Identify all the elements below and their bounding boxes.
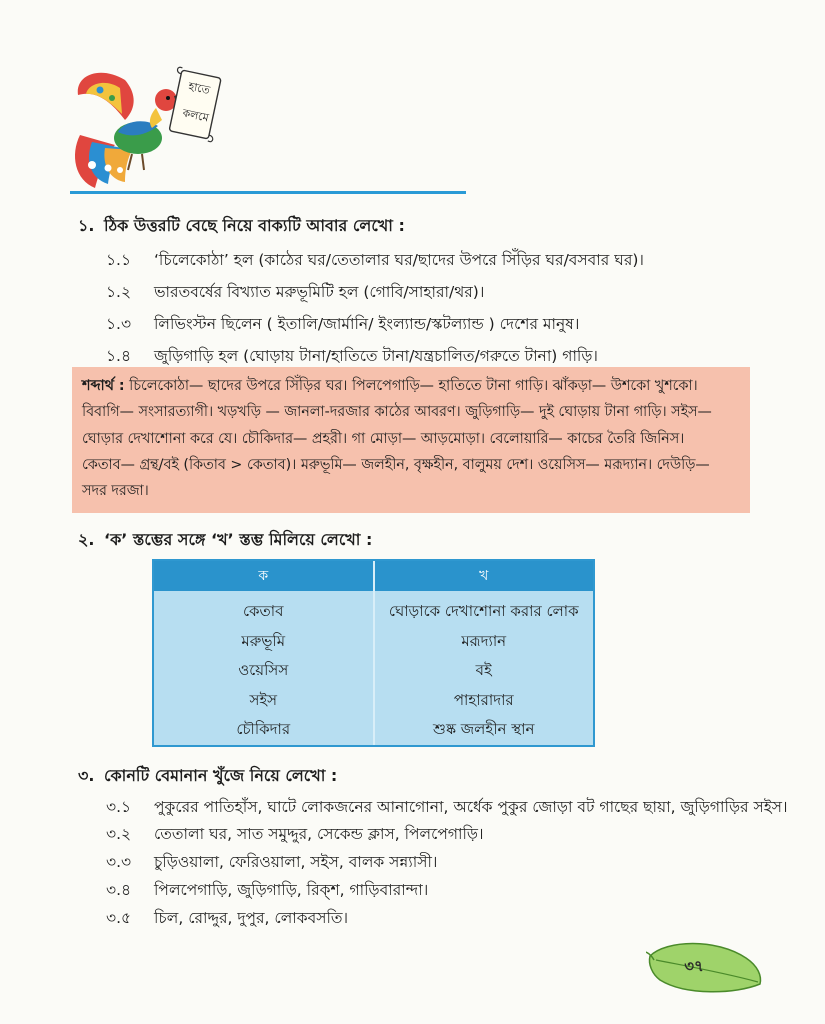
glossary-text: চিলেকোঠা— ছাদের উপরে সিঁড়ির ঘর। পিলপেগাড়ি— হাতিতে টানা গাড়ি। ঝাঁকড়া— উশকো খুশকো। (129, 378, 698, 394)
question-2-heading (78, 527, 372, 554)
item-number: ৩.২ (106, 825, 132, 843)
item-text: চুড়িওয়ালা, ফেরিওয়ালা, সইস, বালক সন্ন্যাসী। (154, 853, 438, 871)
glossary-line: বিবাগি— সংসারত্যাগী। খড়খড়ি — জানলা-দরজার কাঠের আবরণ। জুড়িগাড়ি— দুই ঘোড়ায় টানা গাড়ি। সইস— (82, 404, 712, 421)
item-number: ১.৩ (106, 315, 132, 333)
glossary-box (72, 367, 750, 513)
question-1-item (106, 312, 579, 338)
column-b-cell: বই (475, 661, 492, 679)
column-b-cell: পাহারাদার (453, 690, 514, 709)
glossary-heading: শব্দার্থ : (82, 378, 125, 394)
section-divider (70, 191, 466, 194)
question-1-number: ১. (78, 216, 95, 235)
question-3-item (106, 795, 788, 821)
column-a-header: ক (154, 561, 375, 591)
item-text: ভারতবর্ষের বিখ্যাত মরুভূমিটি হল (গোবি/সাহারা/থর)। (154, 283, 485, 301)
column-a (154, 591, 375, 745)
item-number: ১.২ (106, 283, 132, 301)
item-text: ‘চিলেকোঠা’ হল (কাঠের ঘর/তেতালার ঘর/ছাদের উপরে সিঁড়ির ঘর/বসবার ঘর)। (154, 251, 644, 269)
column-a-cell: মরুভূমি (241, 631, 286, 650)
column-b-header: খ (479, 568, 489, 584)
glossary-line: কেতাব— গ্রন্থ/বই (কিতাব > কেতাব)। মরুভূমি— জলহীন, বৃক্ষহীন, বালুময় দেশ। ওয়েসিস— মরূদ্যান। দেউড়ি— (82, 456, 710, 473)
column-b-cell: ঘোড়াকে দেখাশোনা করার লোক (388, 602, 579, 620)
matching-table-body (154, 591, 593, 745)
bird-with-scroll-icon (70, 60, 230, 195)
question-1-item (106, 280, 484, 306)
question-3-item (106, 822, 484, 848)
item-number: ১.১ (106, 251, 132, 269)
question-2-title: ‘ক’ স্তম্ভের সঙ্গে ‘খ’ স্তম্ভ মিলিয়ে লেখো : (104, 530, 373, 549)
logo-text-line1: হাতে (187, 79, 212, 97)
column-a-cell: সইস (249, 690, 278, 709)
item-text: লিভিংস্টন ছিলেন ( ইতালি/জার্মানি/ ইংল্যান্ড/স্কটল্যান্ড ) দেশের মানুষ। (154, 315, 580, 333)
question-1-heading (78, 213, 405, 240)
item-number: ৩.৫ (106, 909, 132, 927)
question-1-title: ঠিক উত্তরটি বেছে নিয়ে বাক্যটি আবার লেখো : (104, 216, 405, 235)
matching-table (152, 559, 595, 747)
column-a-cell: কেতাব (242, 602, 284, 620)
column-a-cell: চৌকিদার (236, 720, 291, 738)
item-number: ৩.৩ (106, 853, 132, 871)
glossary-line (82, 373, 742, 399)
item-text: পিলপেগাড়ি, জুড়িগাড়ি, রিক্‌শ, গাড়িবারান্দা। (154, 881, 429, 899)
question-3-item (106, 906, 348, 932)
matching-table-header (154, 561, 593, 591)
item-text: তেতালা ঘর, সাত সমুদ্দুর, সেকেন্ড ক্লাস, পিলপেগাড়ি। (154, 825, 484, 843)
question-3-number: ৩. (78, 766, 95, 785)
item-number: ১.৪ (106, 347, 132, 365)
glossary-line: সদর দরজা। (82, 483, 149, 500)
question-3-item (106, 878, 428, 904)
column-b-cell: মরূদ্যান (461, 631, 507, 650)
item-number: ৩.১ (106, 798, 132, 816)
question-3-item (106, 850, 437, 876)
question-3-heading (78, 763, 337, 790)
page-number: ৩৭ (684, 957, 704, 975)
item-number: ৩.৪ (106, 881, 132, 899)
item-text: জুড়িগাড়ি হল (ঘোড়ায় টানা/হাতিতে টানা/যন্ত্রচালিত/গরুতে টানা) গাড়ি। (154, 347, 598, 365)
column-a-cell: ওয়েসিস (238, 661, 289, 679)
logo-text-line2: কলমে (181, 106, 210, 125)
question-1-item (106, 248, 644, 274)
question-3-title: কোনটি বেমানান খুঁজে নিয়ে লেখো : (104, 766, 338, 785)
item-text: চিল, রোদ্দুর, দুপুর, লোকবসতি। (154, 909, 349, 927)
column-b-cell: শুষ্ক জলহীন স্থান (433, 720, 535, 738)
column-b (375, 591, 594, 745)
item-text: পুকুরের পাতিহাঁস, ঘাটে লোকজনের আনাগোনা, অর্ধেক পুকুর জোড়া বট গাছের ছায়া, জুড়িগাড়ির সইস। (154, 798, 788, 816)
glossary-line: ঘোড়ার দেখাশোনা করে যে। চৌকিদার— প্রহরী। গা মোড়া— আড়মোড়া। বেলোয়ারি— কাচের তৈরি জিনিস। (82, 430, 685, 447)
question-2-number: ২. (78, 530, 95, 549)
